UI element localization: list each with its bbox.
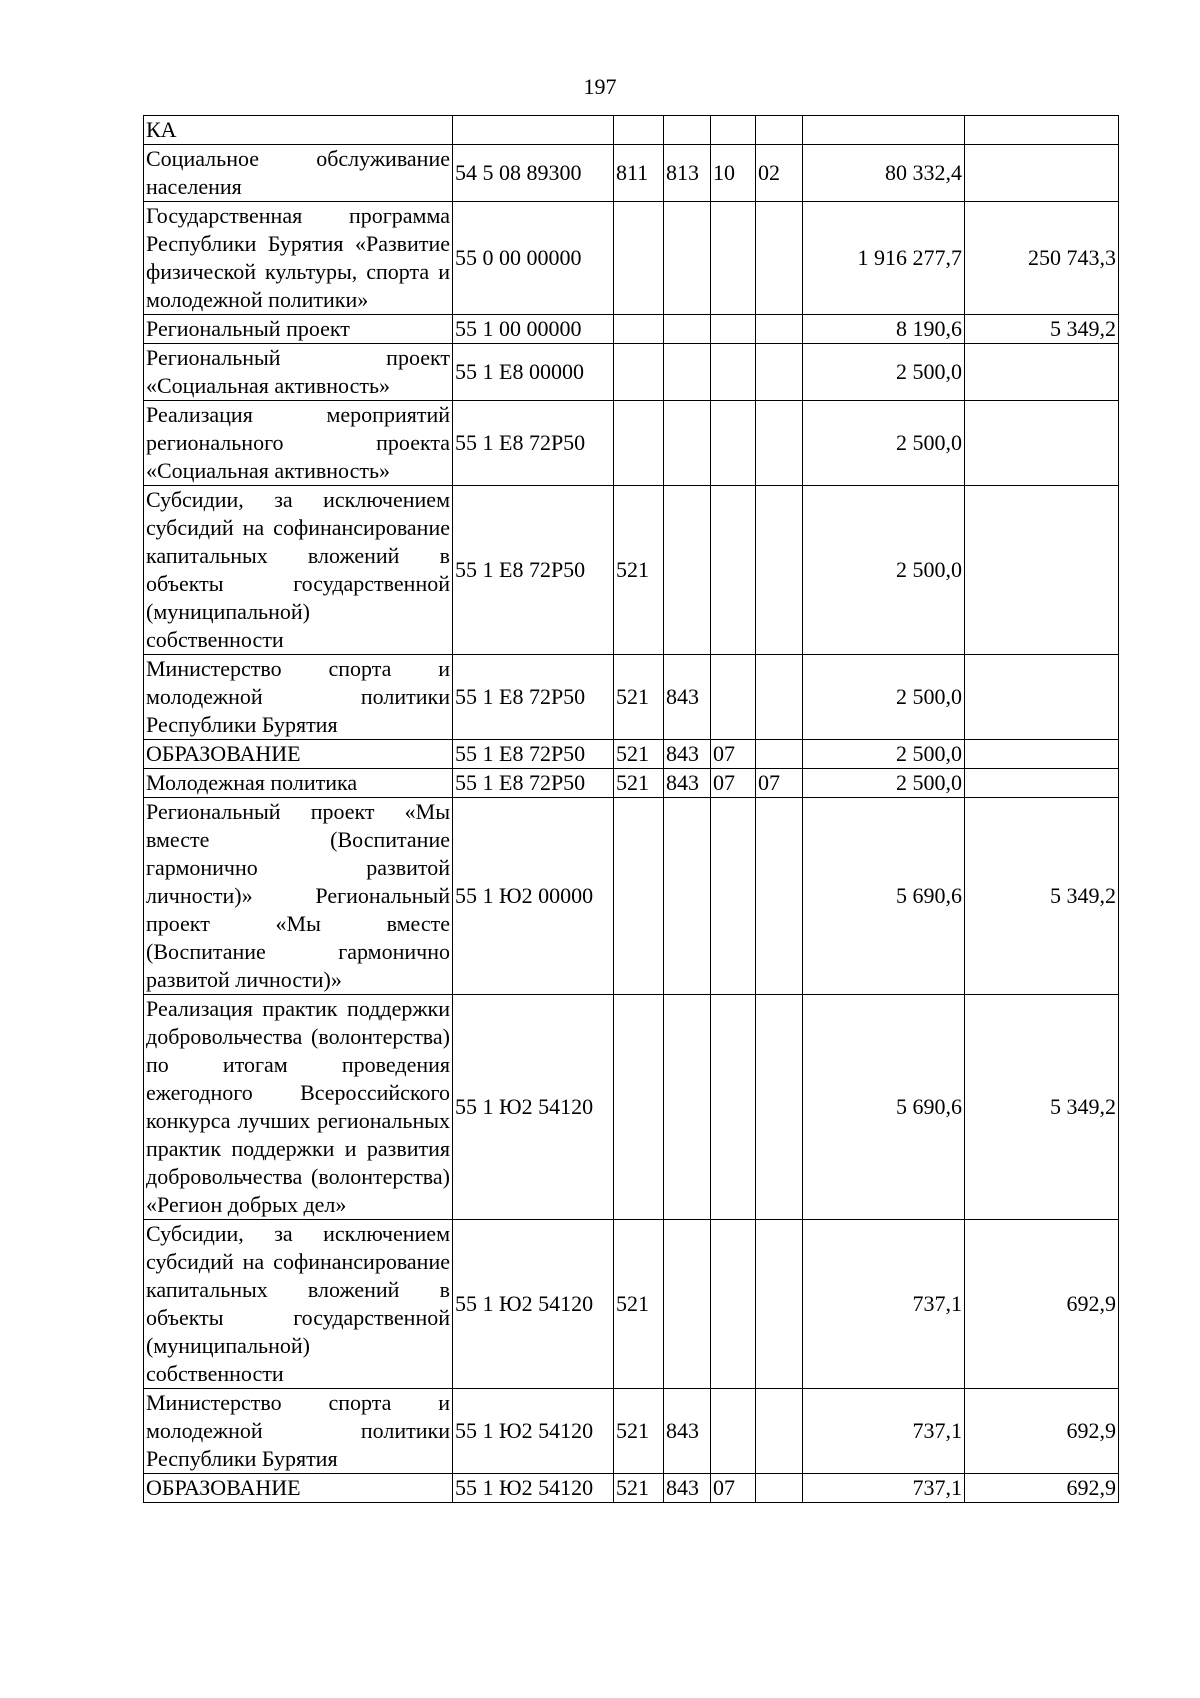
row-name: Региональный проект «Социальная активность» bbox=[144, 344, 453, 401]
row-grbs bbox=[664, 315, 711, 344]
table-row bbox=[144, 202, 1119, 315]
row-name: Региональный проект «Мы вместе (Воспитание гармонично развитой личности)» Региональный проект «Мы вместе (Воспитание гармонично развитой личности)» bbox=[144, 798, 453, 995]
row-vr bbox=[614, 315, 664, 344]
row-amount-2 bbox=[965, 655, 1119, 740]
row-amount-1: 2 500,0 bbox=[803, 740, 965, 769]
row-code: 55 1 Ю2 54120 bbox=[453, 1474, 614, 1503]
row-amount-2: 5 349,2 bbox=[965, 995, 1119, 1220]
row-code: 55 1 E8 72P50 bbox=[453, 769, 614, 798]
row-rz bbox=[711, 995, 756, 1220]
row-name: ОБРАЗОВАНИЕ bbox=[144, 740, 453, 769]
row-code: 55 1 E8 00000 bbox=[453, 344, 614, 401]
row-name: Реализация мероприятий регионального проекта «Социальная активность» bbox=[144, 401, 453, 486]
row-amount-2: 692,9 bbox=[965, 1220, 1119, 1389]
row-grbs: 843 bbox=[664, 1389, 711, 1474]
row-pr bbox=[756, 116, 803, 145]
table-row bbox=[144, 315, 1119, 344]
row-vr bbox=[614, 344, 664, 401]
row-amount-2 bbox=[965, 401, 1119, 486]
row-vr: 521 bbox=[614, 1220, 664, 1389]
row-vr: 811 bbox=[614, 145, 664, 202]
row-vr: 521 bbox=[614, 1474, 664, 1503]
row-rz bbox=[711, 344, 756, 401]
row-pr bbox=[756, 344, 803, 401]
row-amount-2: 692,9 bbox=[965, 1474, 1119, 1503]
row-amount-1: 2 500,0 bbox=[803, 769, 965, 798]
row-amount-1: 2 500,0 bbox=[803, 401, 965, 486]
row-vr: 521 bbox=[614, 1389, 664, 1474]
row-amount-1: 737,1 bbox=[803, 1474, 965, 1503]
row-name: Региональный проект bbox=[144, 315, 453, 344]
row-grbs bbox=[664, 116, 711, 145]
row-rz: 07 bbox=[711, 769, 756, 798]
row-rz: 07 bbox=[711, 1474, 756, 1503]
row-grbs bbox=[664, 798, 711, 995]
table-row bbox=[144, 486, 1119, 655]
row-amount-1: 2 500,0 bbox=[803, 655, 965, 740]
row-amount-1: 2 500,0 bbox=[803, 486, 965, 655]
row-name: Субсидии, за исключением субсидий на софинансирование капитальных вложений в объекты государственной (муниципальной) собственности bbox=[144, 1220, 453, 1389]
row-grbs bbox=[664, 344, 711, 401]
row-amount-1: 5 690,6 bbox=[803, 798, 965, 995]
row-amount-1: 80 332,4 bbox=[803, 145, 965, 202]
row-grbs bbox=[664, 486, 711, 655]
row-amount-2 bbox=[965, 116, 1119, 145]
row-code: 55 1 E8 72P50 bbox=[453, 740, 614, 769]
row-amount-1: 737,1 bbox=[803, 1389, 965, 1474]
row-code: 55 1 Ю2 00000 bbox=[453, 798, 614, 995]
row-rz bbox=[711, 116, 756, 145]
row-grbs bbox=[664, 995, 711, 1220]
row-name: Министерство спорта и молодежной политики Республики Бурятия bbox=[144, 655, 453, 740]
row-grbs: 843 bbox=[664, 740, 711, 769]
row-grbs: 843 bbox=[664, 655, 711, 740]
row-amount-2 bbox=[965, 145, 1119, 202]
row-amount-2: 250 743,3 bbox=[965, 202, 1119, 315]
row-code: 54 5 08 89300 bbox=[453, 145, 614, 202]
row-rz bbox=[711, 486, 756, 655]
row-amount-1 bbox=[803, 116, 965, 145]
row-name: Государственная программа Республики Бурятия «Развитие физической культуры, спорта и молодежной политики» bbox=[144, 202, 453, 315]
row-pr: 02 bbox=[756, 145, 803, 202]
table-row bbox=[144, 344, 1119, 401]
row-vr bbox=[614, 401, 664, 486]
row-name: Субсидии, за исключением субсидий на софинансирование капитальных вложений в объекты государственной (муниципальной) собственности bbox=[144, 486, 453, 655]
table-row bbox=[144, 401, 1119, 486]
row-code: 55 1 E8 72P50 bbox=[453, 655, 614, 740]
table-row bbox=[144, 740, 1119, 769]
row-pr: 07 bbox=[756, 769, 803, 798]
row-code: 55 1 Ю2 54120 bbox=[453, 1220, 614, 1389]
row-rz bbox=[711, 798, 756, 995]
row-pr bbox=[756, 202, 803, 315]
row-pr bbox=[756, 1220, 803, 1389]
table-row bbox=[144, 995, 1119, 1220]
row-amount-1: 8 190,6 bbox=[803, 315, 965, 344]
table-row bbox=[144, 1220, 1119, 1389]
row-pr bbox=[756, 401, 803, 486]
table-row bbox=[144, 798, 1119, 995]
row-grbs: 843 bbox=[664, 769, 711, 798]
row-name: Социальное обслуживание населения bbox=[144, 145, 453, 202]
row-code: 55 0 00 00000 bbox=[453, 202, 614, 315]
table-row bbox=[144, 116, 1119, 145]
table-row bbox=[144, 1389, 1119, 1474]
row-amount-1: 737,1 bbox=[803, 1220, 965, 1389]
row-vr: 521 bbox=[614, 486, 664, 655]
row-amount-1: 2 500,0 bbox=[803, 344, 965, 401]
row-amount-2: 5 349,2 bbox=[965, 798, 1119, 995]
row-grbs: 813 bbox=[664, 145, 711, 202]
row-rz: 10 bbox=[711, 145, 756, 202]
row-vr: 521 bbox=[614, 655, 664, 740]
row-code: 55 1 Ю2 54120 bbox=[453, 995, 614, 1220]
row-rz bbox=[711, 315, 756, 344]
row-amount-1: 5 690,6 bbox=[803, 995, 965, 1220]
row-grbs bbox=[664, 1220, 711, 1389]
row-vr bbox=[614, 116, 664, 145]
row-pr bbox=[756, 1389, 803, 1474]
row-code bbox=[453, 116, 614, 145]
row-name: ОБРАЗОВАНИЕ bbox=[144, 1474, 453, 1503]
row-rz bbox=[711, 1220, 756, 1389]
row-name: Реализация практик поддержки добровольчества (волонтерства) по итогам проведения ежегодного Всероссийского конкурса лучших региональных практик поддержки и развития добровольчества (волонтерства) «Регион добрых дел» bbox=[144, 995, 453, 1220]
page-number: 197 bbox=[583, 74, 617, 99]
row-pr bbox=[756, 798, 803, 995]
row-pr bbox=[756, 315, 803, 344]
row-code: 55 1 E8 72P50 bbox=[453, 486, 614, 655]
row-grbs: 843 bbox=[664, 1474, 711, 1503]
row-vr bbox=[614, 202, 664, 315]
row-vr: 521 bbox=[614, 740, 664, 769]
row-vr bbox=[614, 995, 664, 1220]
row-code: 55 1 E8 72P50 bbox=[453, 401, 614, 486]
row-amount-2 bbox=[965, 740, 1119, 769]
row-amount-2 bbox=[965, 344, 1119, 401]
budget-table bbox=[143, 115, 1119, 1503]
row-pr bbox=[756, 995, 803, 1220]
row-name: Министерство спорта и молодежной политики Республики Бурятия bbox=[144, 1389, 453, 1474]
row-vr bbox=[614, 798, 664, 995]
row-grbs bbox=[664, 202, 711, 315]
row-rz bbox=[711, 655, 756, 740]
table-row bbox=[144, 655, 1119, 740]
row-pr bbox=[756, 1474, 803, 1503]
row-amount-2: 5 349,2 bbox=[965, 315, 1119, 344]
table-row bbox=[144, 145, 1119, 202]
row-amount-2: 692,9 bbox=[965, 1389, 1119, 1474]
row-code: 55 1 Ю2 54120 bbox=[453, 1389, 614, 1474]
row-rz bbox=[711, 401, 756, 486]
row-code: 55 1 00 00000 bbox=[453, 315, 614, 344]
row-rz bbox=[711, 1389, 756, 1474]
row-name: Молодежная политика bbox=[144, 769, 453, 798]
row-rz: 07 bbox=[711, 740, 756, 769]
row-amount-2 bbox=[965, 486, 1119, 655]
row-pr bbox=[756, 486, 803, 655]
table-row bbox=[144, 769, 1119, 798]
row-name: КА bbox=[144, 116, 453, 145]
row-rz bbox=[711, 202, 756, 315]
row-vr: 521 bbox=[614, 769, 664, 798]
table-row bbox=[144, 1474, 1119, 1503]
row-pr bbox=[756, 655, 803, 740]
row-grbs bbox=[664, 401, 711, 486]
row-pr bbox=[756, 740, 803, 769]
row-amount-2 bbox=[965, 769, 1119, 798]
row-amount-1: 1 916 277,7 bbox=[803, 202, 965, 315]
